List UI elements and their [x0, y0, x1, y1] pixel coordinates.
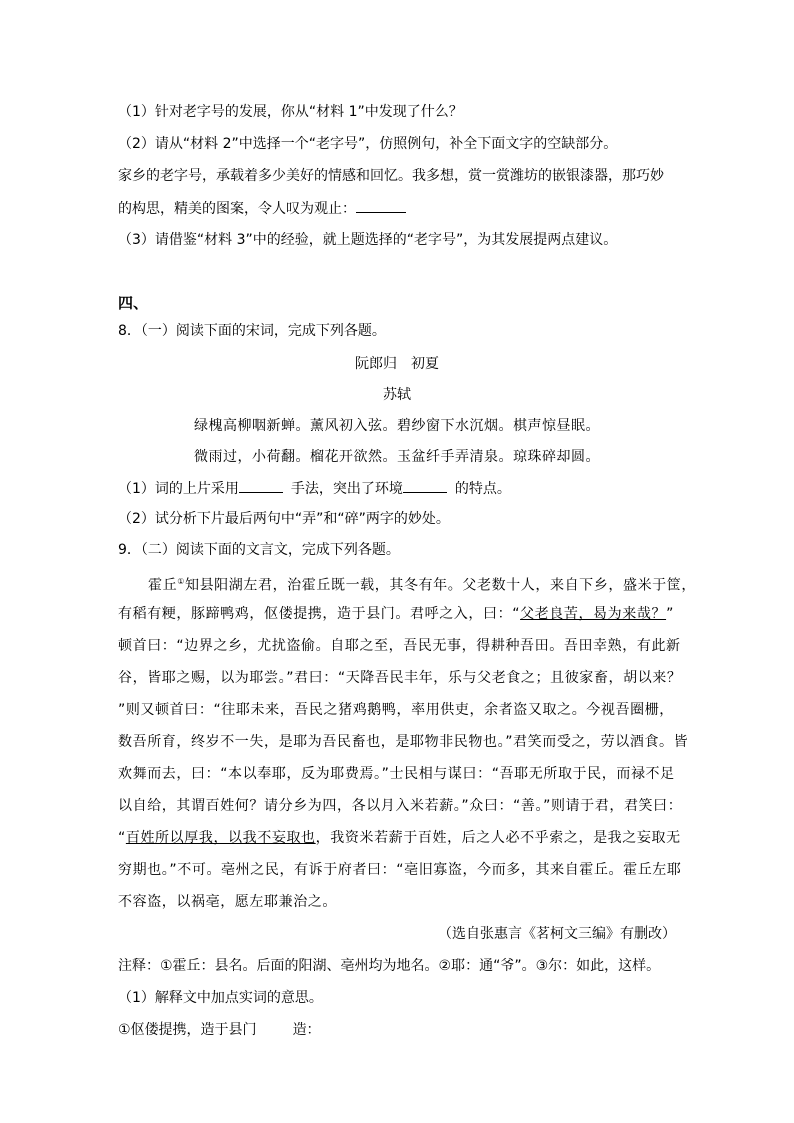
passage-line-9 [118, 828, 681, 848]
passage-text: ，我资米若薪于百姓，后之人必不乎索之，是我之妄取无 [315, 830, 681, 846]
question-8-1 [118, 478, 511, 499]
passage-line-7: 欢舞而去，曰：“本以奉耶，反为耶费焉。”士民相与谋曰：“吾耶无所取于民，而禄不足 [118, 766, 675, 782]
passage-text: ” [666, 606, 674, 622]
poem-line-2: 微雨过，小荷翻。榴花开欲然。玉盆纤手弄清泉。琼珠碎却圆。 [194, 449, 600, 465]
passage-line-10: 穷期也。”不可。亳州之民，有诉于府者曰：“亳旧寡盗，今而多，其来自霍丘。霍丘左耶 [118, 862, 682, 878]
question-7-1: （1）针对老字号的发展，你从“材料 1”中发现了什么？ [118, 104, 463, 120]
item-text: ①伛偻提携，造于县门 [118, 1022, 257, 1038]
question-8-2: （2）试分析下片最后两句中“弄”和“碎”两字的妙处。 [118, 511, 450, 527]
poem-author: 苏轼 [383, 387, 411, 403]
passage-line-5: ”则又顿首曰：“往耶未来，吾民之猪鸡鹅鸭，率用供吏，余者盗又取之。今视吾圈栅， [118, 702, 674, 718]
passage-line-1 [148, 572, 696, 596]
passage-text: 霍丘 [148, 577, 178, 594]
poem-line-1: 绿槐高柳咽新蝉。薰风初入弦。碧纱窗下水沉烟。棋声惊昼眠。 [194, 418, 600, 434]
answer-blank [356, 198, 406, 213]
passage-line-2 [118, 604, 674, 624]
passage-line-11: 不容盗，以祸亳，愿左耶兼治之。 [118, 894, 337, 910]
passage-line-8: 以自给，其谓百姓何？请分乡为四，各以月入米若薪。”众曰：“善。”则请于君，君笑曰： [118, 798, 683, 814]
question-text: 手法，突出了环境 [290, 481, 403, 497]
item-label: 造： [292, 1022, 321, 1038]
underlined-sentence: 父老良苦，曷为来哉？ [520, 606, 667, 622]
question-text: 的特点。 [454, 481, 511, 497]
passage-line-4: 谷，皆耶之赐，以为耶尝。”君曰：“天降吾民丰年，乐与父老食之；且彼家畜，胡以来？ [118, 670, 682, 686]
question-7-2: （2）请从“材料 2”中选择一个“老字号”，仿照例句，补全下面文字的空缺部分。 [118, 136, 618, 152]
passage-line-3: 顿首曰：“边界之乡，尤扰盗偷。自耶之至，吾民无事，得耕种吾田。吾田幸熟，有此新 [118, 638, 681, 654]
question-7-3: （3）请借鉴“材料 3”中的经验，就上题选择的“老字号”，为其发展提两点建议。 [118, 232, 618, 248]
footnote-marker: ① [177, 577, 185, 586]
passage-text: 知县阳湖左君，治霍丘既一载，其冬有年。父老数十人，来自下乡，盛米于筐， [184, 577, 696, 594]
example-text-line-1: 家乡的老字号，承载着多少美好的情感和回忆。我多想，赏一赏潍坊的嵌银漆器，那巧妙 [118, 168, 664, 184]
annotation-notes: 注释：①霍丘：县名。后面的阳湖、亳州均为地名。②耶：通“爷”。③尔：如此，这样。 [118, 958, 661, 974]
example-text: 的构思，精美的图案，令人叹为观止： [118, 201, 356, 217]
question-9-intro: 9．（二）阅读下面的文言文，完成下列各题。 [118, 542, 400, 558]
poem-title: 阮郎归 初夏 [355, 356, 439, 372]
question-9-1-item [118, 1020, 321, 1040]
passage-source: （选自张惠言《茗柯文三编》有删改） [438, 926, 676, 942]
passage-text: “ [118, 830, 126, 846]
question-text: （1）词的上片采用 [118, 481, 239, 497]
section-heading: 四、 [118, 294, 149, 312]
answer-blank [403, 478, 447, 493]
question-8-intro: 8．（一）阅读下面的宋词，完成下列各题。 [118, 323, 386, 339]
underlined-sentence: 百姓所以厚我，以我不妄取也 [125, 830, 316, 846]
passage-text: 有稻有粳，豚蹄鸭鸡，伛偻提携，造于县门。君呼之入，曰：“ [118, 606, 521, 622]
passage-line-6: 数吾所育，终岁不一失，是耶为吾民畜也，是耶物非民物也。”君笑而受之，劳以酒食。皆 [118, 734, 689, 750]
question-9-1: （1）解释文中加点实词的意思。 [118, 990, 323, 1006]
answer-blank [239, 478, 283, 493]
example-text-line-2 [118, 198, 406, 219]
